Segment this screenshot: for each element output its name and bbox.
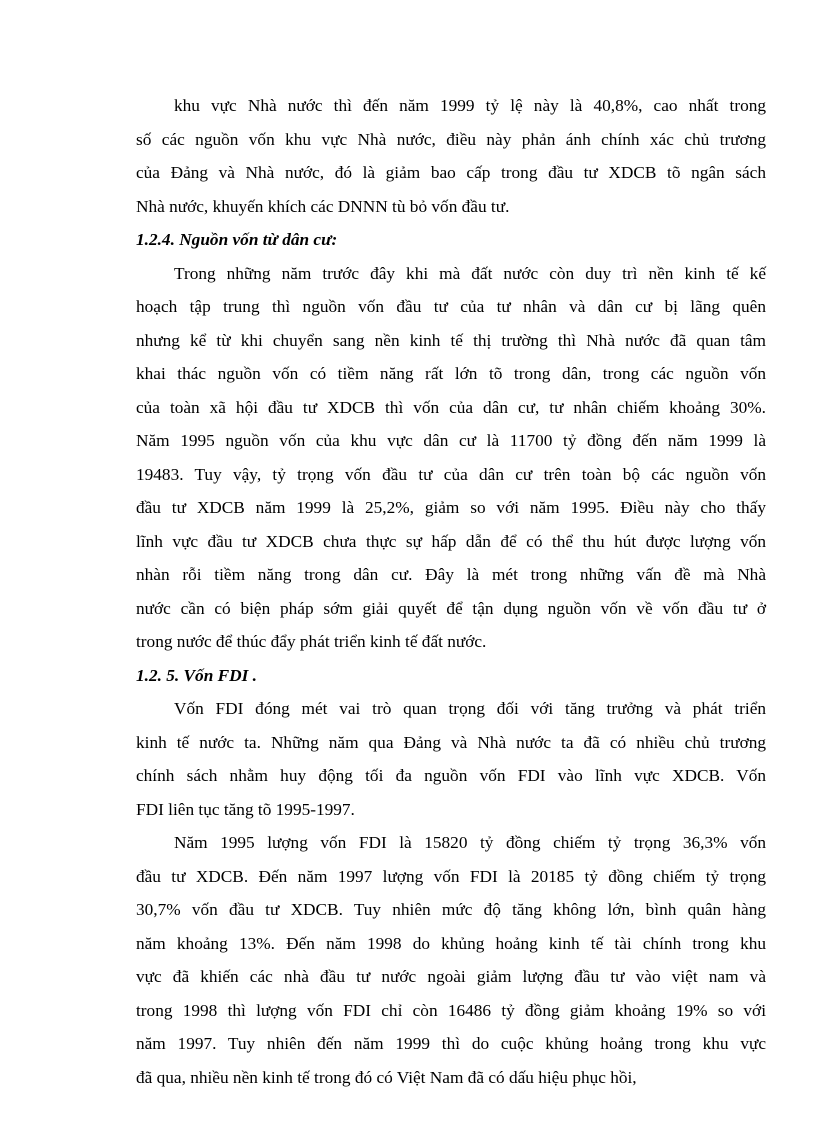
text-line: nhưng kể từ khi chuyển sang nền kinh tế thị trường thì Nhà nước đã quan tâm [136, 330, 766, 350]
text-line: vực đã khiến các nhà đầu tư nước ngoài giảm lượng đầu tư vào việt nam và [136, 967, 766, 986]
text-line: của toàn xã hội đầu tư XDCB thì vốn của dân cư, tư nhân chiếm khoảng 30%. [136, 397, 766, 417]
text-line: của Đảng và Nhà nước, đó là giảm bao cấp trong đầu tư XDCB tõ ngân sách [136, 163, 766, 182]
text-line: Năm 1995 lượng vốn FDI là 15820 tỷ đồng chiếm tỷ trọng 36,3% vốn [174, 833, 766, 852]
text-line: chính sách nhằm huy động tối đa nguồn vốn FDI vào lĩnh vực XDCB. Vốn [136, 766, 766, 785]
paragraph-fdi-role [136, 692, 766, 826]
text-line: năm 1997. Tuy nhiên đến năm 1999 thì do cuộc khủng hoảng trong khu vực [136, 1034, 766, 1053]
text-line: đầu tư XDCB. Đến năm 1997 lượng vốn FDI là 20185 tỷ đồng chiếm tỷ trọng [136, 866, 766, 886]
paragraph-fdi-figures [136, 826, 766, 1094]
text-line: 30,7% vốn đầu tư XDCB. Tuy nhiên mức độ tăng không lớn, bình quân hàng [136, 900, 766, 919]
paragraph-residential-capital [136, 257, 766, 659]
text-line: trong nước để thúc đẩy phát triển kinh tế đất nước. [136, 632, 487, 651]
text-line: kinh tế nước ta. Những năm qua Đảng và Nhà nước ta đã có nhiều chủ trương [136, 732, 766, 752]
text-line: Trong những năm trước đây khi mà đất nước còn duy trì nền kinh tế kế [174, 263, 766, 283]
text-line: 19483. Tuy vậy, tỷ trọng vốn đầu tư của dân cư trên toàn bộ các nguồn vốn [136, 464, 766, 484]
text-line: Nhà nước, khuyến khích các DNNN tù bỏ vốn đầu tư. [136, 196, 510, 216]
text-line: số các nguồn vốn khu vực Nhà nước, điều này phản ánh chính xác chủ trương [136, 129, 766, 149]
text-line: đầu tư XDCB năm 1999 là 25,2%, giảm so với năm 1995. Điều này cho thấy [136, 498, 766, 517]
text-line: trong 1998 thì lượng vốn FDI chỉ còn 16486 tỷ đồng giảm khoảng 19% so với [136, 1000, 766, 1020]
text-line: khai thác nguồn vốn có tiềm năng rất lớn tõ trong dân, trong các nguồn vốn [136, 364, 766, 383]
text-line: lĩnh vực đầu tư XDCB chưa thực sự hấp dẫn để có thể thu hút được lượng vốn [136, 531, 766, 551]
paragraph-state-sector-continuation [136, 89, 766, 223]
text-line: hoạch tập trung thì nguồn vốn đầu tư của tư nhân và dân cư bị lãng quên [136, 297, 766, 316]
text-line: Năm 1995 nguồn vốn của khu vực dân cư là 11700 tỷ đồng đến năm 1999 là [136, 431, 766, 450]
section-heading-1-2-5: 1.2. 5. Vốn FDI . [136, 665, 257, 685]
text-line: nhàn rỗi tiềm năng trong dân cư. Đây là mét trong những vấn đề mà Nhà [136, 565, 766, 584]
section-heading-1-2-4: 1.2.4. Nguồn vốn từ dân cư: [136, 230, 338, 249]
text-line: FDI liên tục tăng tõ 1995-1997. [136, 799, 355, 819]
text-line: Vốn FDI đóng mét vai trò quan trọng đối với tăng trưởng và phát triển [174, 699, 766, 718]
text-line: khu vực Nhà nước thì đến năm 1999 tỷ lệ này là 40,8%, cao nhất trong [174, 96, 766, 115]
text-line: năm khoảng 13%. Đến năm 1998 do khủng hoảng kinh tế tài chính trong khu [136, 933, 766, 953]
text-line: nước cần có biện pháp sớm giải quyết để tận dụng nguồn vốn về vốn đầu tư ở [136, 598, 766, 618]
text-block [136, 89, 766, 1094]
text-line: đã qua, nhiều nền kinh tế trong đó có Việt Nam đã có dấu hiệu phục hồi, [136, 1067, 637, 1087]
